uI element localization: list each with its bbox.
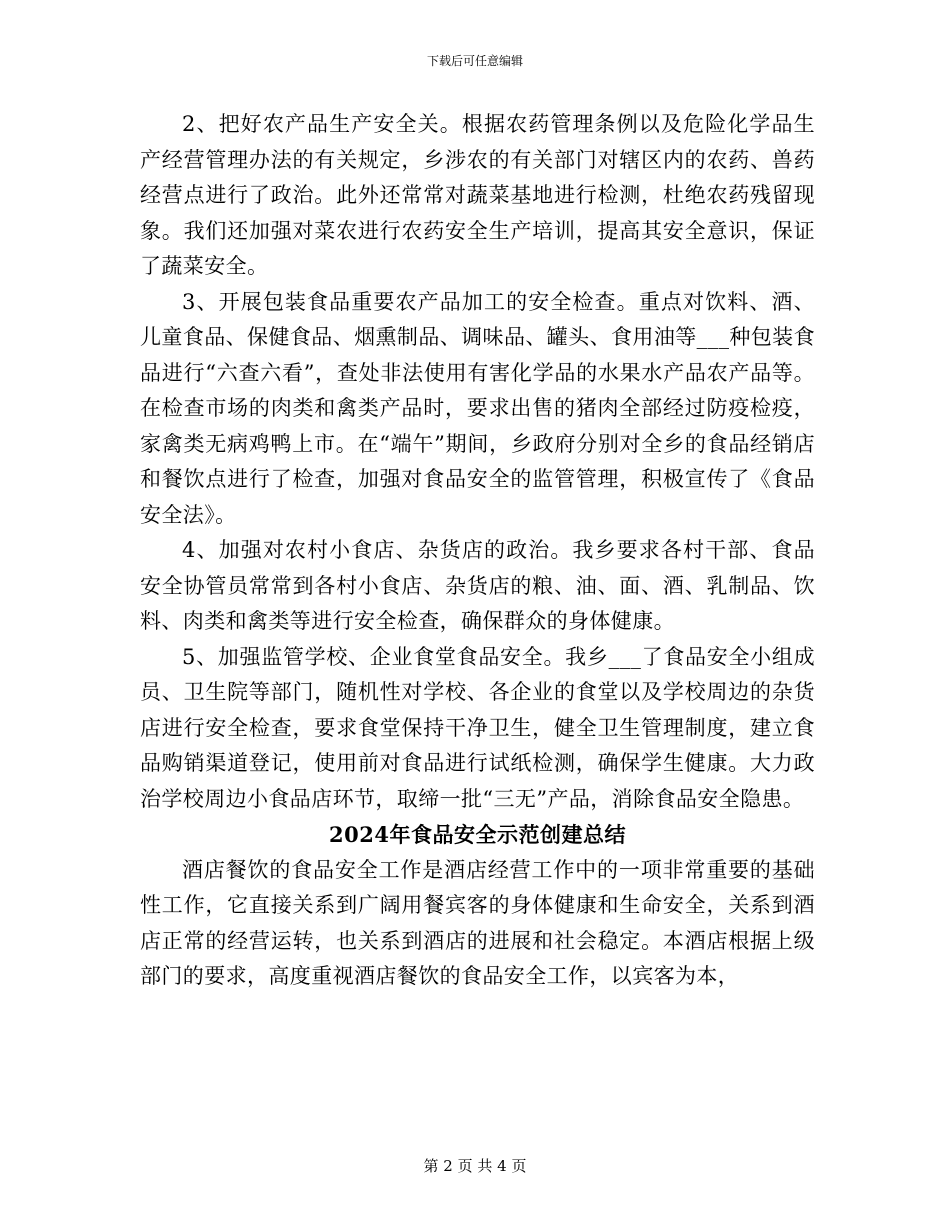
- paragraph-item-5: 5、加强监管学校、企业食堂食品安全。我乡___了食品安全小组成员、卫生院等部门，随机性对学校、各企业的食堂以及学校周边的杂货店进行安全检查，要求食堂保持干净卫生，健全卫生管理制度，建立食品购销渠道登记，使用前对食品进行试纸检测，确保学生健康。大力政治学校周边小食品店环节，取缔一批“三无”产品，消除食品安全隐患。: [140, 644, 815, 811]
- document-body: [140, 107, 815, 995]
- page-number: 第 2 页 共 4 页: [423, 1157, 527, 1175]
- section-title: 2024年食品安全示范创建总结: [329, 822, 626, 847]
- paragraph-item-4: 4、加强对农村小食店、杂货店的政治。我乡要求各村干部、食品安全协管员常常到各村小食店、杂货店的粮、油、面、酒、乳制品、饮料、肉类和禽类等进行安全检查，确保群众的身体健康。: [140, 538, 815, 633]
- page-header-note: 下载后可任意编辑: [426, 54, 523, 68]
- section-paragraph: 酒店餐饮的食品安全工作是酒店经营工作中的一项非常重要的基础性工作，它直接关系到广阔用餐宾客的身体健康和生命安全，关系到酒店正常的经营运转，也关系到酒店的进展和社会稳定。本酒店根据上级部门的要求，高度重视酒店餐饮的食品安全工作，以宾客为本，: [140, 857, 815, 988]
- paragraph-item-2: 2、把好农产品生产安全关。根据农药管理条例以及危险化学品生产经营管理办法的有关规定，乡涉农的有关部门对辖区内的农药、兽药经营点进行了政治。此外还常常对蔬菜基地进行检测，杜绝农药残留现象。我们还加强对菜农进行农药安全生产培训，提高其安全意识，保证了蔬菜安全。: [140, 112, 815, 278]
- paragraph-item-3: 3、开展包装食品重要农产品加工的安全检查。重点对饮料、酒、儿童食品、保健食品、烟熏制品、调味品、罐头、食用油等___种包装食品进行“六查六看”，查处非法使用有害化学品的水果水产品农产品等。在检查市场的肉类和禽类产品时，要求出售的猪肉全部经过防疫检疫，家禽类无病鸡鸭上市。在“端午”期间，乡政府分别对全乡的食品经销店和餐饮点进行了检查，加强对食品安全的监管管理，积极宣传了《食品安全法》。: [140, 289, 815, 527]
